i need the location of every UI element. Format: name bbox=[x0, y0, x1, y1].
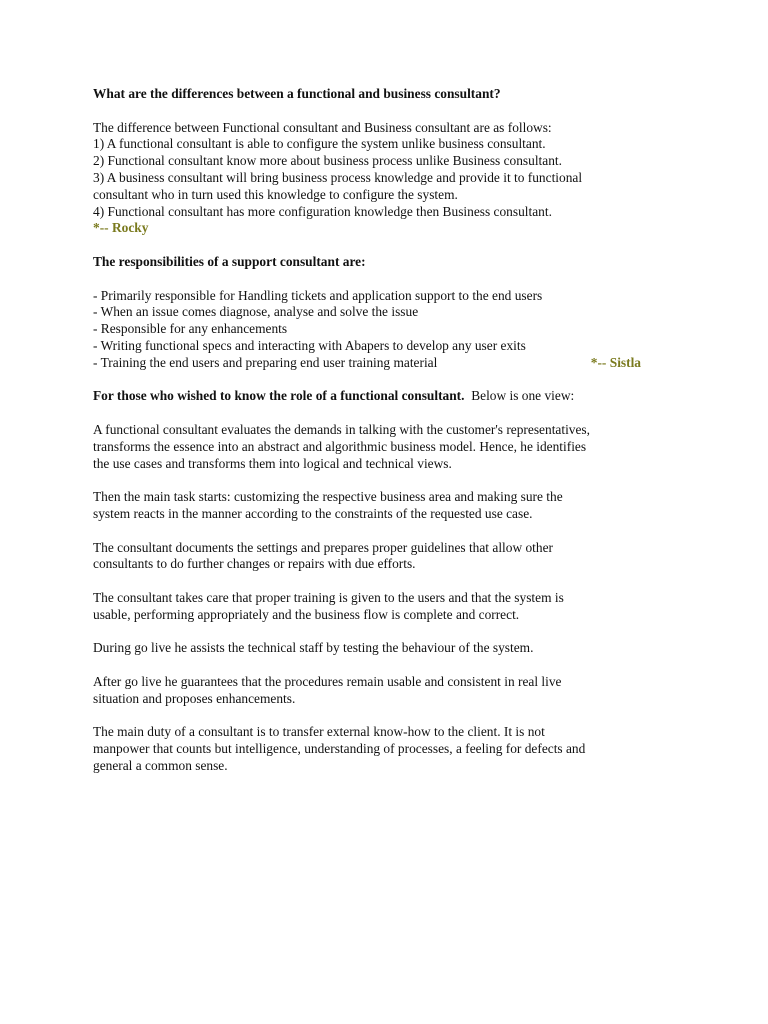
paragraph-line: Then the main task starts: customizing the respective business area and making sure the bbox=[93, 489, 563, 505]
section3-heading-line bbox=[93, 388, 683, 405]
spacer bbox=[93, 624, 683, 641]
section1-intro: The difference between Functional consultant and Business consultant are as follows: bbox=[93, 119, 552, 135]
spacer bbox=[93, 707, 683, 724]
section3-heading-suffix: Below is one view: bbox=[471, 388, 575, 404]
section2-last-row bbox=[93, 355, 683, 372]
spacer bbox=[93, 405, 683, 422]
paragraph-line: system reacts in the manner according to the constraints of the requested use case. bbox=[93, 505, 533, 521]
paragraph-line: During go live he assists the technical staff by testing the behaviour of the system. bbox=[93, 640, 534, 656]
spacer bbox=[93, 103, 683, 120]
section1-signature: *-- Rocky bbox=[93, 220, 149, 236]
paragraph-line: The main duty of a consultant is to transfer external know-how to the client. It is not bbox=[93, 724, 545, 740]
spacer bbox=[93, 237, 683, 254]
section1-item: 1) A functional consultant is able to configure the system unlike business consultant. bbox=[93, 136, 546, 152]
section1-item: 2) Functional consultant know more about business process unlike Business consultant. bbox=[93, 153, 562, 169]
paragraph-line: transforms the essence into an abstract and algorithmic business model. Hence, he identifies bbox=[93, 438, 587, 454]
section1-item: 4) Functional consultant has more configuration knowledge then Business consultant. bbox=[93, 203, 552, 219]
section2-item: - Writing functional specs and interacting with Abapers to develop any user exits bbox=[93, 337, 526, 353]
paragraph-line: situation and proposes enhancements. bbox=[93, 690, 296, 706]
paragraph-line: A functional consultant evaluates the demands in talking with the customer's representatives, bbox=[93, 421, 590, 437]
section2-signature: *-- Sistla bbox=[590, 354, 641, 370]
paragraph-line: usable, performing appropriately and the business flow is complete and correct. bbox=[93, 606, 520, 622]
section2-item: - Training the end users and preparing end user training material bbox=[93, 354, 438, 370]
spacer bbox=[93, 523, 683, 540]
paragraph-line: After go live he guarantees that the procedures remain usable and consistent in real live bbox=[93, 673, 562, 689]
section2-heading: The responsibilities of a support consultant are: bbox=[93, 253, 366, 269]
section2-item: - Responsible for any enhancements bbox=[93, 321, 288, 337]
section3-heading: For those who wished to know the role of a functional consultant. bbox=[93, 388, 465, 404]
document-body bbox=[93, 86, 683, 775]
section1-item: consultant who in turn used this knowledge to configure the system. bbox=[93, 186, 458, 202]
paragraph-line: The consultant takes care that proper training is given to the users and that the system is bbox=[93, 589, 564, 605]
spacer bbox=[93, 271, 683, 288]
section1-heading: What are the differences between a functional and business consultant? bbox=[93, 86, 501, 101]
paragraph-line: the use cases and transforms them into logical and technical views. bbox=[93, 455, 452, 471]
paragraph-line: general a common sense. bbox=[93, 757, 228, 773]
spacer bbox=[93, 573, 683, 590]
paragraph-line: consultants to do further changes or repairs with due efforts. bbox=[93, 556, 416, 572]
paragraph-line: The consultant documents the settings and prepares proper guidelines that allow other bbox=[93, 539, 553, 555]
section2-item: - When an issue comes diagnose, analyse and solve the issue bbox=[93, 304, 419, 320]
paragraph-line: manpower that counts but intelligence, understanding of processes, a feeling for defects and bbox=[93, 741, 586, 757]
section2-item: - Primarily responsible for Handling tickets and application support to the end users bbox=[93, 287, 543, 303]
spacer bbox=[93, 472, 683, 489]
section1-item: 3) A business consultant will bring business process knowledge and provide it to functional bbox=[93, 169, 583, 185]
spacer bbox=[93, 657, 683, 674]
spacer bbox=[93, 372, 683, 389]
